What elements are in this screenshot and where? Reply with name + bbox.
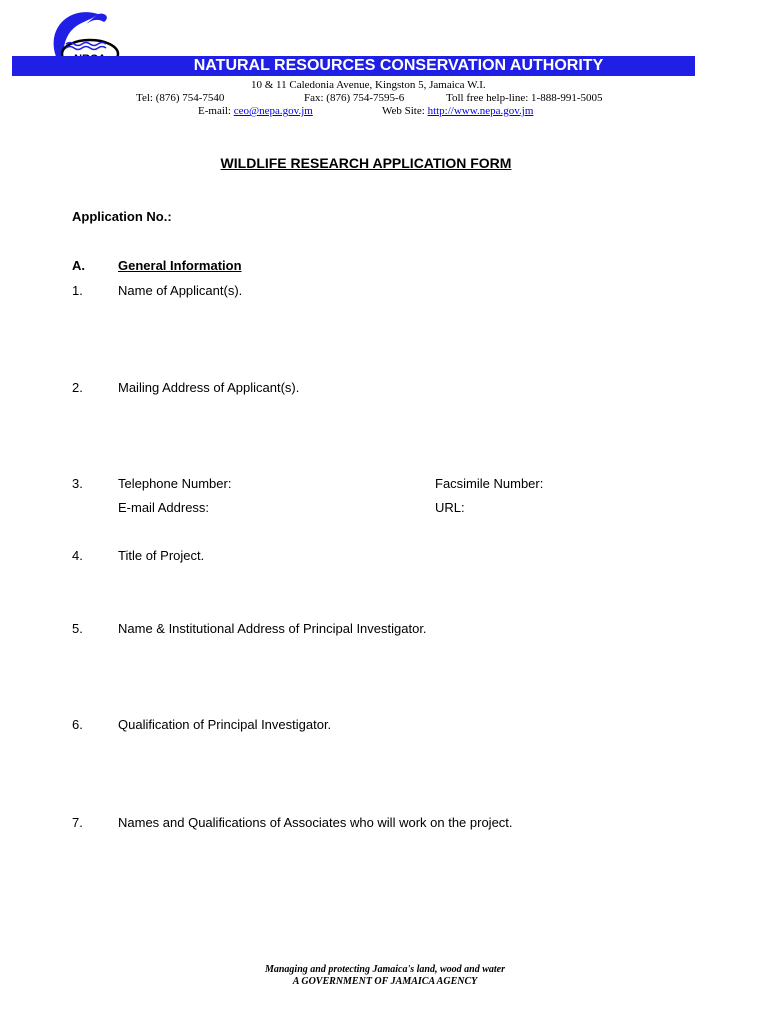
telephone-line: Tel: (876) 754-7540 [136,92,225,104]
address-line: 10 & 11 Caledonia Avenue, Kingston 5, Jamaica W.I. [251,79,486,91]
form-title-text: WILDLIFE RESEARCH APPLICATION FORM [220,155,512,171]
telephone-label: Telephone Number: [118,476,232,491]
item-7-label: Names and Qualifications of Associates who will work on the project. [118,815,513,830]
email-label: E-mail: [198,105,231,117]
fax-line: Fax: (876) 754-7595-6 [304,92,405,104]
item-3-number: 3. [72,476,83,491]
footer-motto: Managing and protecting Jamaica's land, wood and water [264,964,506,975]
item-4-number: 4. [72,548,83,563]
email-address-label: E-mail Address: [118,500,210,515]
website-contact [382,105,533,118]
item-7-number: 7. [72,815,83,830]
item-2-number: 2. [72,380,83,395]
email-contact [198,105,313,118]
section-title: General Information [118,258,242,273]
url-label: URL: [435,500,465,515]
item-5-label: Name & Institutional Address of Principal Investigator. [118,621,427,636]
item-1-label: Name of Applicant(s). [118,283,243,298]
website-label: Web Site: [382,105,425,117]
authority-banner: NATURAL RESOURCES CONSERVATION AUTHORITY [12,56,695,76]
item-4-label: Title of Project. [118,548,205,563]
item-6-label: Qualification of Principal Investigator. [118,717,332,732]
item-5-number: 5. [72,621,83,636]
form-title [0,155,732,171]
section-letter: A. [72,258,85,273]
website-link[interactable]: http://www.nepa.gov.jm [427,105,534,117]
application-no-label: Application No.: [72,209,172,224]
tollfree-line: Toll free help-line: 1-888-991-5005 [446,92,603,104]
item-2-label: Mailing Address of Applicant(s). [118,380,300,395]
item-6-number: 6. [72,717,83,732]
footer-agency: A GOVERNMENT OF JAMAICA AGENCY [292,976,478,987]
item-1-number: 1. [72,283,83,298]
facsimile-label: Facsimile Number: [435,476,544,491]
email-link[interactable]: ceo@nepa.gov.jm [233,105,313,117]
